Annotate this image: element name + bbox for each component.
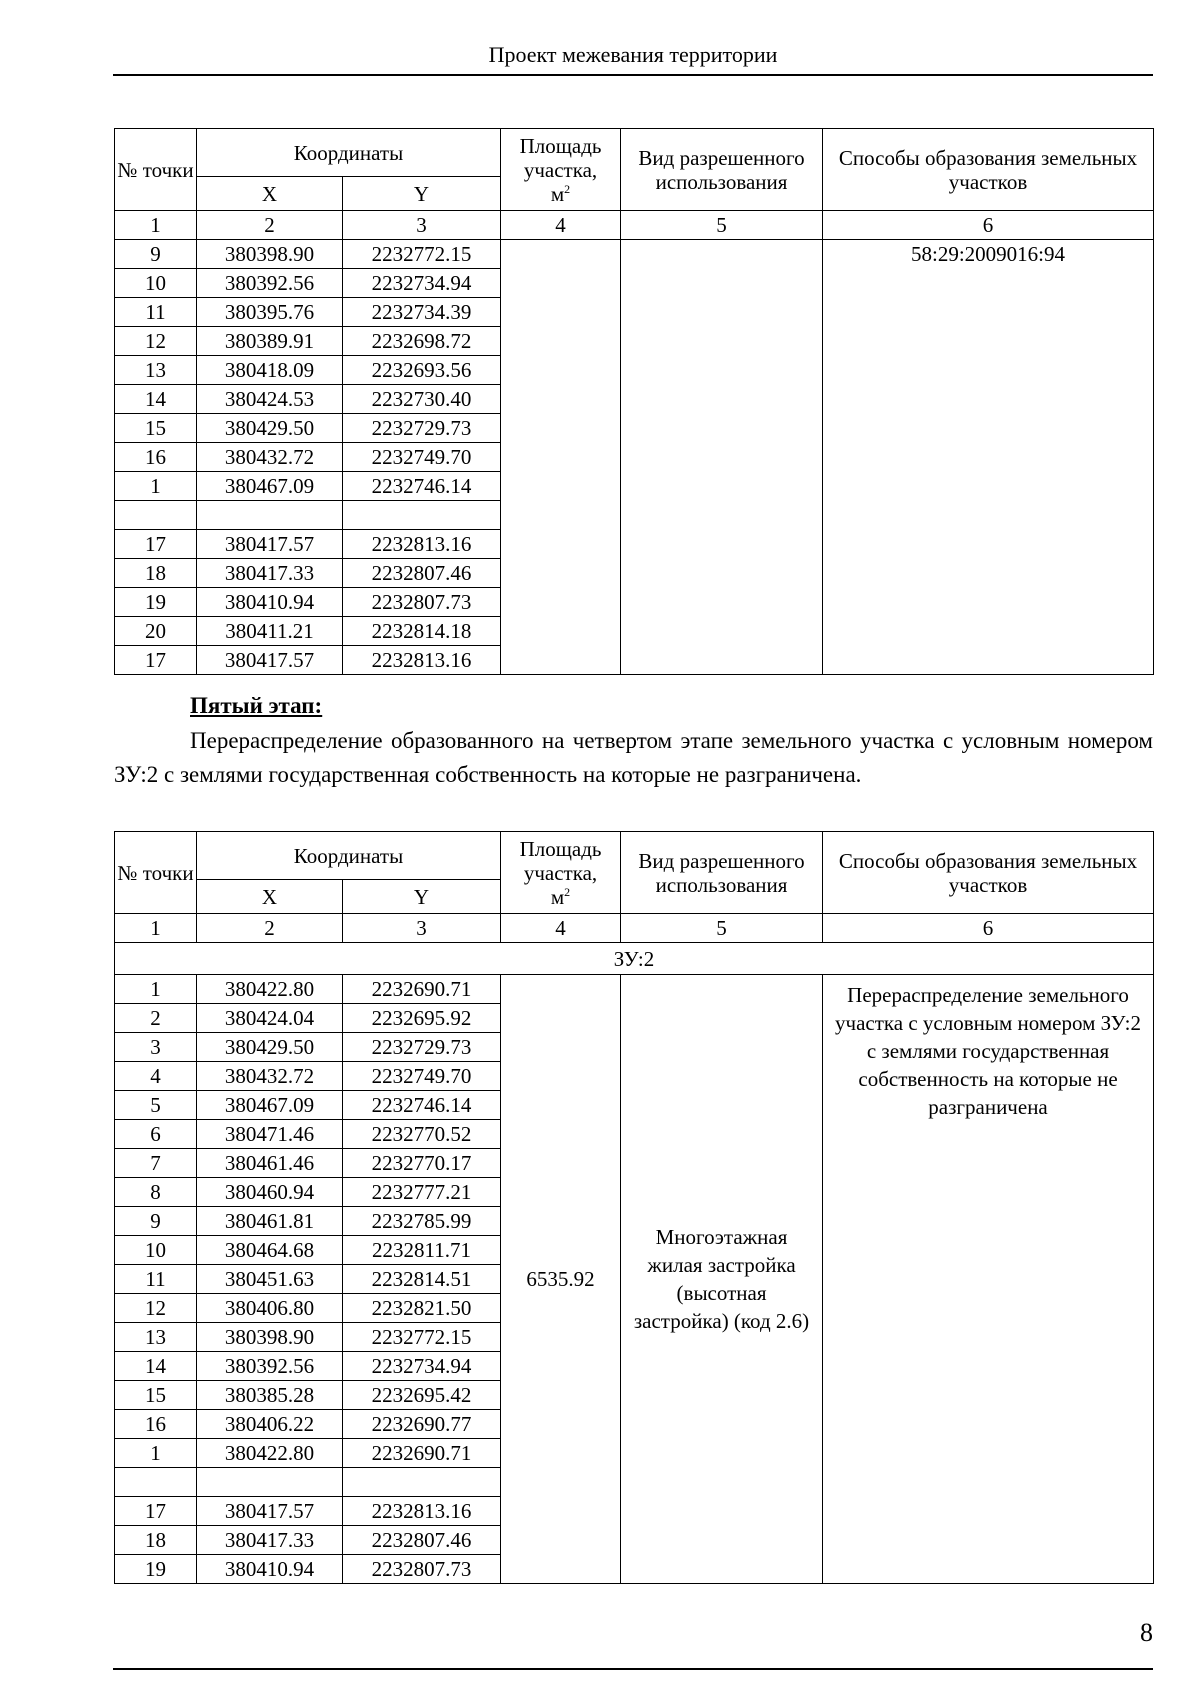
coord-x: 380392.56 bbox=[197, 269, 343, 298]
header-y: Y bbox=[343, 177, 501, 211]
method-cell: Перераспределение земельного участка с условным номером ЗУ:2 с землями государственная собственность на которые не разграничена bbox=[823, 975, 1154, 1584]
coord-y: 2232770.52 bbox=[343, 1120, 501, 1149]
coord-y: 2232749.70 bbox=[343, 443, 501, 472]
coord-x: 380429.50 bbox=[197, 1033, 343, 1062]
coord-x: 380410.94 bbox=[197, 588, 343, 617]
col-number: 2 bbox=[197, 914, 343, 943]
coord-y: 2232734.94 bbox=[343, 269, 501, 298]
coord-y: 2232690.71 bbox=[343, 975, 501, 1004]
coord-y: 2232814.51 bbox=[343, 1265, 501, 1294]
coord-x: 380467.09 bbox=[197, 472, 343, 501]
coord-x: 380398.90 bbox=[197, 240, 343, 269]
header-x: X bbox=[197, 880, 343, 914]
coord-x: 380392.56 bbox=[197, 1352, 343, 1381]
coord-x bbox=[197, 1468, 343, 1497]
coord-y: 2232730.40 bbox=[343, 385, 501, 414]
point-number: 14 bbox=[115, 1352, 197, 1381]
header-point-no: № точки bbox=[115, 129, 197, 211]
coord-y: 2232695.92 bbox=[343, 1004, 501, 1033]
area-cell: 6535.92 bbox=[501, 975, 621, 1584]
coord-x: 380422.80 bbox=[197, 1439, 343, 1468]
point-number: 11 bbox=[115, 298, 197, 327]
coord-x: 380418.09 bbox=[197, 356, 343, 385]
coord-x: 380410.94 bbox=[197, 1555, 343, 1584]
point-number: 11 bbox=[115, 1265, 197, 1294]
coord-y: 2232693.56 bbox=[343, 356, 501, 385]
point-number: 18 bbox=[115, 1526, 197, 1555]
coord-x: 380429.50 bbox=[197, 414, 343, 443]
coord-x: 380460.94 bbox=[197, 1178, 343, 1207]
header-point-no: № точки bbox=[115, 832, 197, 914]
page-number: 8 bbox=[1140, 1618, 1153, 1647]
header-coordinates: Координаты bbox=[197, 129, 501, 177]
coord-y: 2232690.77 bbox=[343, 1410, 501, 1439]
col-number: 2 bbox=[197, 211, 343, 240]
point-number: 1 bbox=[115, 975, 197, 1004]
coord-y: 2232785.99 bbox=[343, 1207, 501, 1236]
coord-y: 2232813.16 bbox=[343, 646, 501, 675]
coord-y: 2232807.46 bbox=[343, 1526, 501, 1555]
coord-x: 380432.72 bbox=[197, 443, 343, 472]
coord-x: 380464.68 bbox=[197, 1236, 343, 1265]
section-title: Пятый этап: bbox=[190, 693, 323, 718]
point-number: 2 bbox=[115, 1004, 197, 1033]
point-number: 7 bbox=[115, 1149, 197, 1178]
header-x: X bbox=[197, 177, 343, 211]
coord-x: 380417.57 bbox=[197, 646, 343, 675]
coord-x: 380471.46 bbox=[197, 1120, 343, 1149]
coord-y: 2232807.73 bbox=[343, 588, 501, 617]
header-use-type: Вид разрешенного использования bbox=[621, 129, 823, 211]
point-number: 18 bbox=[115, 559, 197, 588]
point-number bbox=[115, 501, 197, 530]
point-number: 9 bbox=[115, 240, 197, 269]
point-number: 17 bbox=[115, 1497, 197, 1526]
coord-y: 2232807.73 bbox=[343, 1555, 501, 1584]
coord-y: 2232772.15 bbox=[343, 1323, 501, 1352]
coord-x: 380461.81 bbox=[197, 1207, 343, 1236]
coord-y: 2232772.15 bbox=[343, 240, 501, 269]
coord-x: 380389.91 bbox=[197, 327, 343, 356]
col-number: 6 bbox=[823, 211, 1154, 240]
point-number: 4 bbox=[115, 1062, 197, 1091]
point-number: 19 bbox=[115, 1555, 197, 1584]
coordinates-table-2 bbox=[114, 831, 1154, 1584]
coord-x: 380467.09 bbox=[197, 1091, 343, 1120]
col-number: 6 bbox=[823, 914, 1154, 943]
method-cell: 58:29:2009016:94 bbox=[823, 240, 1154, 675]
point-number: 16 bbox=[115, 1410, 197, 1439]
point-number: 16 bbox=[115, 443, 197, 472]
col-number: 1 bbox=[115, 914, 197, 943]
coord-y: 2232729.73 bbox=[343, 1033, 501, 1062]
footer-rule bbox=[113, 1668, 1153, 1670]
point-number: 6 bbox=[115, 1120, 197, 1149]
point-number: 17 bbox=[115, 530, 197, 559]
coord-y: 2232746.14 bbox=[343, 472, 501, 501]
coord-x: 380424.04 bbox=[197, 1004, 343, 1033]
coord-y: 2232749.70 bbox=[343, 1062, 501, 1091]
point-number: 9 bbox=[115, 1207, 197, 1236]
col-number: 3 bbox=[343, 914, 501, 943]
point-number: 15 bbox=[115, 1381, 197, 1410]
point-number: 10 bbox=[115, 1236, 197, 1265]
header-y: Y bbox=[343, 880, 501, 914]
header-coordinates: Координаты bbox=[197, 832, 501, 880]
coord-x: 380451.63 bbox=[197, 1265, 343, 1294]
page-header-title: Проект межевания территории bbox=[488, 42, 778, 67]
point-number: 20 bbox=[115, 617, 197, 646]
coord-y: 2232777.21 bbox=[343, 1178, 501, 1207]
coord-y: 2232695.42 bbox=[343, 1381, 501, 1410]
coord-y: 2232811.71 bbox=[343, 1236, 501, 1265]
coord-x: 380417.57 bbox=[197, 530, 343, 559]
coord-x: 380424.53 bbox=[197, 385, 343, 414]
coord-x: 380417.33 bbox=[197, 1526, 343, 1555]
point-number: 13 bbox=[115, 356, 197, 385]
col-number: 5 bbox=[621, 211, 823, 240]
coord-x: 380406.80 bbox=[197, 1294, 343, 1323]
point-number: 1 bbox=[115, 472, 197, 501]
use-type-cell: Многоэтажная жилая застройка (высотная застройка) (код 2.6) bbox=[621, 975, 823, 1584]
coord-y: 2232813.16 bbox=[343, 1497, 501, 1526]
coord-x: 380411.21 bbox=[197, 617, 343, 646]
coord-y: 2232729.73 bbox=[343, 414, 501, 443]
coordinates-table-1 bbox=[114, 128, 1154, 675]
coord-y: 2232814.18 bbox=[343, 617, 501, 646]
coord-x: 380398.90 bbox=[197, 1323, 343, 1352]
section-paragraph: Перераспределение образованного на четвертом этапе земельного участка с условным номером ЗУ:2 с землями государственная собственность на которые не разграничена. bbox=[114, 728, 1153, 787]
coord-y: 2232821.50 bbox=[343, 1294, 501, 1323]
coord-x: 380395.76 bbox=[197, 298, 343, 327]
point-number: 19 bbox=[115, 588, 197, 617]
coord-x: 380432.72 bbox=[197, 1062, 343, 1091]
use-type-cell bbox=[621, 240, 823, 675]
coord-y: 2232746.14 bbox=[343, 1091, 501, 1120]
point-number: 8 bbox=[115, 1178, 197, 1207]
coord-x: 380385.28 bbox=[197, 1381, 343, 1410]
point-number: 5 bbox=[115, 1091, 197, 1120]
table-row bbox=[115, 240, 1154, 269]
group-label: ЗУ:2 bbox=[115, 943, 1154, 975]
point-number: 13 bbox=[115, 1323, 197, 1352]
header-area: Площадь участка, $м^2$ bbox=[501, 832, 621, 914]
col-number: 4 bbox=[501, 914, 621, 943]
coord-y bbox=[343, 1468, 501, 1497]
header-use-type: Вид разрешенного использования bbox=[621, 832, 823, 914]
point-number: 17 bbox=[115, 646, 197, 675]
table-row bbox=[115, 975, 1154, 1004]
header-methods: Способы образования земельных участков bbox=[823, 832, 1154, 914]
point-number: 10 bbox=[115, 269, 197, 298]
area-cell bbox=[501, 240, 621, 675]
coord-x bbox=[197, 501, 343, 530]
coord-y: 2232734.39 bbox=[343, 298, 501, 327]
point-number: 15 bbox=[115, 414, 197, 443]
coord-y: 2232770.17 bbox=[343, 1149, 501, 1178]
coord-y: 2232807.46 bbox=[343, 559, 501, 588]
coord-y: 2232690.71 bbox=[343, 1439, 501, 1468]
col-number: 5 bbox=[621, 914, 823, 943]
coord-y bbox=[343, 501, 501, 530]
col-number: 4 bbox=[501, 211, 621, 240]
point-number: 14 bbox=[115, 385, 197, 414]
page-header bbox=[113, 38, 1153, 76]
header-area: Площадь участка, $м^2$ bbox=[501, 129, 621, 211]
coord-y: 2232734.94 bbox=[343, 1352, 501, 1381]
coord-x: 380417.57 bbox=[197, 1497, 343, 1526]
coord-y: 2232698.72 bbox=[343, 327, 501, 356]
header-methods: Способы образования земельных участков bbox=[823, 129, 1154, 211]
col-number: 1 bbox=[115, 211, 197, 240]
coord-x: 380422.80 bbox=[197, 975, 343, 1004]
point-number: 3 bbox=[115, 1033, 197, 1062]
point-number: 12 bbox=[115, 1294, 197, 1323]
coord-x: 380406.22 bbox=[197, 1410, 343, 1439]
coord-y: 2232813.16 bbox=[343, 530, 501, 559]
coord-x: 380417.33 bbox=[197, 559, 343, 588]
coord-x: 380461.46 bbox=[197, 1149, 343, 1178]
point-number: 12 bbox=[115, 327, 197, 356]
col-number: 3 bbox=[343, 211, 501, 240]
point-number bbox=[115, 1468, 197, 1497]
point-number: 1 bbox=[115, 1439, 197, 1468]
